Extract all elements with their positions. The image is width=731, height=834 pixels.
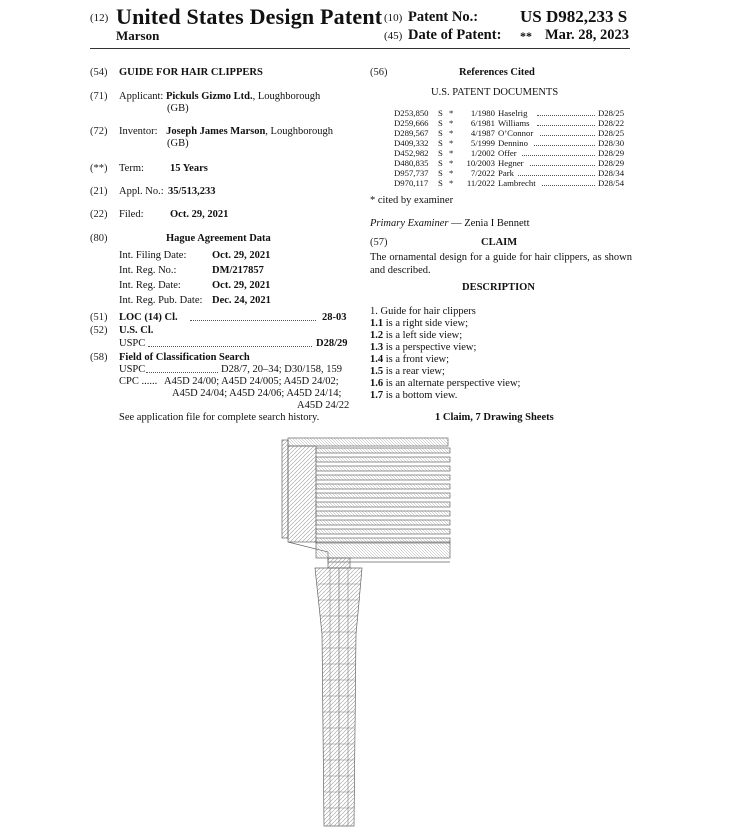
- reference-kind: S: [438, 158, 443, 168]
- filed-label: Filed:: [119, 209, 144, 220]
- patent-number-label: Patent No.:: [408, 9, 479, 25]
- reference-leader: [537, 125, 595, 126]
- reference-row: [394, 158, 630, 168]
- inid-code-12: (12): [90, 12, 109, 24]
- comb-teeth: [316, 448, 450, 543]
- reference-number: D289,567: [394, 128, 429, 138]
- hague-value-regno: DM/217857: [212, 265, 264, 276]
- inventor-surname: Marson: [116, 28, 160, 43]
- reference-class: D28/22: [598, 118, 625, 128]
- figure-number: 1.4: [370, 354, 384, 365]
- reference-inventor: Hegner: [498, 158, 524, 168]
- patent-number: US D982,233 S: [520, 7, 628, 26]
- inid-code-10: (10): [384, 12, 403, 24]
- reference-class: D28/25: [598, 108, 625, 118]
- uspc-leader: [148, 346, 312, 347]
- claim-title: CLAIM: [481, 237, 518, 248]
- reference-kind: S: [438, 138, 443, 148]
- figure-number: 1.1: [370, 318, 384, 329]
- reference-date: 1/2002: [470, 148, 495, 158]
- inid-code-21: (21): [90, 186, 108, 197]
- inventor-country: (GB): [167, 138, 189, 149]
- reference-inventor: O’Connor: [498, 128, 534, 138]
- inventor-label: Inventor:: [119, 126, 158, 137]
- reference-inventor: Williams: [498, 118, 530, 128]
- inid-code-71: (71): [90, 91, 108, 102]
- applicant-city: , Loughborough: [252, 91, 321, 102]
- reference-leader: [537, 115, 595, 116]
- inid-code-58: (58): [90, 352, 108, 363]
- date-of-patent: Mar. 28, 2023: [545, 27, 630, 43]
- reference-leader: [534, 145, 595, 146]
- hague-title: Hague Agreement Data: [166, 233, 271, 244]
- reference-star: *: [449, 158, 454, 168]
- hague-label-pubdate: Int. Reg. Pub. Date:: [119, 295, 203, 306]
- figure-line: [370, 354, 449, 365]
- reference-class: D28/30: [598, 138, 625, 148]
- figure-line: [370, 330, 462, 341]
- date-of-patent-label: Date of Patent:: [408, 27, 502, 43]
- reference-number: D452,982: [394, 148, 429, 158]
- appl-no-value: 35/513,233: [168, 186, 216, 197]
- reference-leader: [518, 175, 595, 176]
- loc-value: 28-03: [322, 312, 347, 323]
- reference-kind: S: [438, 168, 443, 178]
- filed-value: Oct. 29, 2021: [170, 209, 229, 220]
- reference-date: 5/1999: [470, 138, 495, 148]
- reference-leader: [530, 165, 595, 166]
- reference-star: *: [449, 148, 454, 158]
- reference-number: D253,850: [394, 108, 429, 118]
- inid-code-80: (80): [90, 233, 108, 244]
- reference-inventor: Park: [498, 168, 514, 178]
- cpc-line-1: A45D 24/00; A45D 24/005; A45D 24/02;: [164, 376, 339, 387]
- reference-row: [394, 178, 630, 188]
- claim-text: The ornamental design for a guide for hair clippers, as shown and described.: [370, 252, 632, 276]
- reference-star: *: [449, 178, 454, 188]
- hague-value-regdate: Oct. 29, 2021: [212, 280, 271, 291]
- reference-row: [394, 118, 630, 128]
- reference-leader: [522, 155, 595, 156]
- hague-value-filing: Oct. 29, 2021: [212, 250, 271, 261]
- figure-description: is an alternate perspective view;: [383, 378, 521, 389]
- appl-no-label: Appl. No.:: [119, 186, 164, 197]
- hague-value-pubdate: Dec. 24, 2021: [212, 295, 271, 306]
- examiner-name: Zenia I Bennett: [464, 218, 530, 229]
- reference-inventor: Dennino: [498, 138, 528, 148]
- field-search-label: Field of Classification Search: [119, 352, 250, 363]
- reference-number: D480,835: [394, 158, 429, 168]
- figure-number: 1.5: [370, 366, 384, 377]
- reference-star: *: [449, 168, 454, 178]
- references-cited-title: References Cited: [459, 67, 535, 78]
- hague-label-regno: Int. Reg. No.:: [119, 265, 177, 276]
- comb-head: [282, 438, 450, 562]
- field-uspc-value: D28/7, 20–34; D30/158, 159: [221, 364, 343, 375]
- examiner-label: Primary Examiner: [370, 218, 449, 229]
- reference-class: D28/29: [598, 158, 625, 168]
- inid-code-52: (52): [90, 325, 108, 336]
- inid-code-57: (57): [370, 237, 388, 248]
- figure-number: 1.3: [370, 342, 384, 353]
- reference-row: [394, 128, 630, 138]
- reference-date: 4/1987: [470, 128, 495, 138]
- term-value: 15 Years: [170, 163, 208, 174]
- inid-code-22: (22): [90, 209, 108, 220]
- uspc-value: D28/29: [316, 338, 348, 349]
- figure-number: 1.6: [370, 378, 384, 389]
- figure-line: [370, 342, 476, 353]
- reference-date: 11/2022: [466, 178, 495, 188]
- inid-code-54: (54): [90, 67, 108, 78]
- reference-inventor: Offer: [498, 148, 517, 158]
- primary-examiner-line: [370, 218, 530, 229]
- reference-date: 6/1981: [470, 118, 495, 128]
- figure-intro: 1. Guide for hair clippers: [370, 306, 476, 317]
- reference-class: D28/25: [598, 128, 625, 138]
- reference-star: *: [449, 108, 454, 118]
- figure-line: [370, 318, 468, 329]
- loc-leader: [190, 320, 316, 321]
- us-patent-documents-title: U.S. PATENT DOCUMENTS: [431, 87, 559, 98]
- figure-description: is a perspective view;: [383, 342, 477, 353]
- reference-date: 7/2022: [470, 168, 495, 178]
- see-application-note: See application file for complete search history.: [119, 412, 320, 423]
- reference-kind: S: [438, 118, 443, 128]
- applicant-country: (GB): [167, 103, 189, 114]
- reference-date: 10/2003: [466, 158, 495, 168]
- applicant-label: Applicant:: [119, 91, 164, 102]
- reference-number: D970,117: [394, 178, 429, 188]
- inventor-name: Joseph James Marson: [166, 126, 266, 137]
- hair-clipper-guide-drawing: [270, 434, 470, 832]
- reference-date: 1/1980: [470, 108, 495, 118]
- reference-class: D28/54: [598, 178, 625, 188]
- inid-code-72: (72): [90, 126, 108, 137]
- loc-label: LOC (14) Cl.: [119, 312, 178, 323]
- figure-description: is a rear view;: [383, 366, 445, 377]
- field-uspc-label: USPC: [119, 364, 146, 375]
- figure-description: is a right side view;: [383, 318, 468, 329]
- cpc-line-3: A45D 24/22: [297, 400, 350, 411]
- header-divider: [90, 48, 630, 49]
- reference-row: [394, 138, 630, 148]
- reference-kind: S: [438, 148, 443, 158]
- examiner-dash: —: [448, 218, 465, 229]
- reference-star: *: [449, 128, 454, 138]
- inventor-line: [119, 126, 333, 137]
- description-title: DESCRIPTION: [462, 282, 535, 293]
- term-label: Term:: [119, 163, 144, 174]
- cpc-line-2: A45D 24/04; A45D 24/06; A45D 24/14;: [172, 388, 342, 399]
- reference-number: D409,332: [394, 138, 429, 148]
- inid-code-51: (51): [90, 312, 108, 323]
- reference-row: [394, 108, 630, 118]
- figure-number: 1.2: [370, 330, 384, 341]
- inid-code-56: (56): [370, 67, 388, 78]
- date-stars: **: [520, 29, 532, 43]
- reference-inventor: Haselrig: [498, 108, 528, 118]
- reference-number: D259,666: [394, 118, 429, 128]
- figure-line: [370, 378, 520, 389]
- applicant-name: Pickuls Gizmo Ltd.: [165, 91, 253, 102]
- design-title: GUIDE FOR HAIR CLIPPERS: [119, 67, 263, 78]
- cpc-label: CPC ......: [119, 376, 158, 387]
- hague-label-regdate: Int. Reg. Date:: [119, 280, 181, 291]
- figure-description: is a bottom view.: [383, 390, 458, 401]
- inid-code-term: (**): [90, 163, 108, 174]
- applicant-line: [119, 91, 320, 102]
- reference-leader: [540, 135, 595, 136]
- figure-line: [370, 366, 445, 377]
- figure-number: 1.7: [370, 390, 384, 401]
- reference-class: D28/34: [598, 168, 625, 178]
- field-uspc-leader: [146, 372, 218, 373]
- figure-line: [370, 390, 457, 401]
- reference-star: *: [449, 118, 454, 128]
- reference-row: [394, 148, 630, 158]
- inventor-city: , Loughborough: [265, 126, 333, 137]
- reference-inventor: Lambrecht: [498, 178, 536, 188]
- inid-code-45: (45): [384, 30, 403, 42]
- reference-class: D28/29: [598, 148, 625, 158]
- reference-number: D957,737: [394, 168, 429, 178]
- figure-description: is a left side view;: [383, 330, 463, 341]
- claims-drawing-sheets: 1 Claim, 7 Drawing Sheets: [435, 412, 554, 423]
- uspc-label: USPC: [119, 338, 146, 349]
- reference-row: [394, 168, 630, 178]
- reference-kind: S: [438, 108, 443, 118]
- us-cl-label: U.S. Cl.: [119, 325, 154, 336]
- reference-leader: [542, 185, 595, 186]
- figure-description: is a front view;: [383, 354, 450, 365]
- reference-kind: S: [438, 128, 443, 138]
- reference-kind: S: [438, 178, 443, 188]
- handle: [315, 558, 362, 826]
- reference-star: *: [449, 138, 454, 148]
- cited-by-examiner-note: * cited by examiner: [370, 195, 454, 206]
- document-type-title: United States Design Patent: [116, 4, 383, 29]
- hague-label-filing: Int. Filing Date:: [119, 250, 187, 261]
